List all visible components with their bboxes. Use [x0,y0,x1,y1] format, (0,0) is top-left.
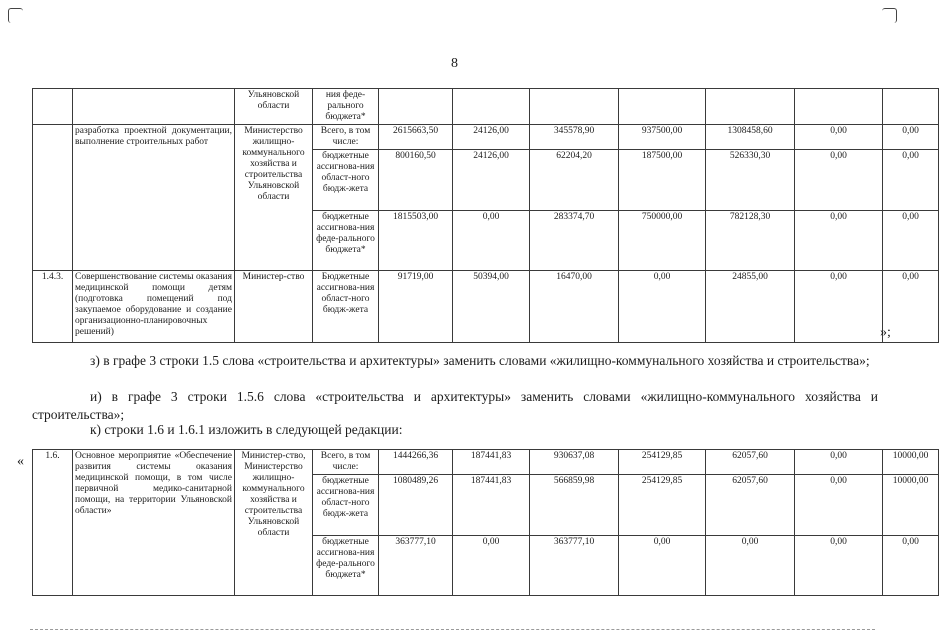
value-cell: 0,00 [795,211,883,271]
closing-quote-mark: »; [880,325,891,340]
budget-table-2 [32,449,939,596]
scan-corner-top-right [882,8,897,23]
value-cell: 62057,60 [706,475,795,536]
value-cell: 91719,00 [379,271,453,343]
row-description [73,89,235,125]
value-cell: 62204,20 [530,150,619,211]
value-cell: 0,00 [453,536,530,596]
value-cell: 363777,10 [530,536,619,596]
row-number [33,89,73,125]
value-cell: 800160,50 [379,150,453,211]
amendment-paragraph-k: к) строки 1.6 и 1.6.1 изложить в следующей редакции: [90,422,403,437]
value-cell: 0,00 [883,211,939,271]
value-cell: 0,00 [706,536,795,596]
row-executor: Ульяновской области [235,89,313,125]
value-cell [379,89,453,125]
amendment-paragraph-z: з) в графе 3 строки 1.5 слова «строительства и архитектуры» заменить словами «жилищно-коммунального хозяйства и строительства»; [90,353,870,368]
row-funding-source: бюджетные ассигнова-ния феде-рального бюджета* [313,536,379,596]
value-cell: 0,00 [883,125,939,150]
value-cell: 345578,90 [530,125,619,150]
value-cell: 0,00 [619,536,706,596]
value-cell: 62057,60 [706,450,795,475]
value-cell: 283374,70 [530,211,619,271]
value-cell: 526330,30 [706,150,795,211]
value-cell: 2615663,50 [379,125,453,150]
value-cell [706,89,795,125]
value-cell: 363777,10 [379,536,453,596]
value-cell: 0,00 [795,150,883,211]
row-executor: Министер-ство [235,271,313,343]
value-cell: 0,00 [795,271,883,343]
value-cell: 50394,00 [453,271,530,343]
value-cell: 930637,08 [530,450,619,475]
page-number: 8 [451,56,458,71]
value-cell: 254129,85 [619,450,706,475]
value-cell: 10000,00 [883,475,939,536]
row-number: 1.6. [33,450,73,596]
row-executor: Министер-ство, Министерство жилищно-коммунального хозяйства и строительства Ульяновской области [235,450,313,596]
value-cell: 0,00 [883,150,939,211]
value-cell: 1444266,36 [379,450,453,475]
opening-quote-mark: « [17,454,24,469]
row-number: 1.4.3. [33,271,73,343]
value-cell: 0,00 [795,450,883,475]
row-funding-source: бюджетные ассигнова-ния област-ного бюдж-жета [313,150,379,211]
row-funding-source: бюджетные ассигнова-ния област-ного бюдж-жета [313,475,379,536]
scan-bottom-edge [30,629,875,630]
value-cell: 24126,00 [453,125,530,150]
value-cell: 0,00 [795,125,883,150]
value-cell: 187500,00 [619,150,706,211]
table-row [33,450,939,475]
value-cell: 16470,00 [530,271,619,343]
value-cell [530,89,619,125]
row-funding-source: Всего, в том числе: [313,450,379,475]
value-cell: 0,00 [883,271,939,343]
budget-table-1 [32,88,939,343]
row-executor: Министерство жилищно-коммунального хозяйства и строительства Ульяновской области [235,125,313,271]
row-funding-source: бюджетные ассигнова-ния феде-рального бюджета* [313,211,379,271]
value-cell: 0,00 [619,271,706,343]
value-cell [453,89,530,125]
value-cell: 187441,83 [453,450,530,475]
row-funding-source: Бюджетные ассигнова-ния област-ного бюдж-жета [313,271,379,343]
value-cell: 750000,00 [619,211,706,271]
table-row [33,271,939,343]
value-cell: 0,00 [795,475,883,536]
table-row [33,125,939,150]
value-cell [795,89,883,125]
value-cell: 0,00 [795,536,883,596]
value-cell: 10000,00 [883,450,939,475]
value-cell: 24855,00 [706,271,795,343]
value-cell: 566859,98 [530,475,619,536]
value-cell [619,89,706,125]
value-cell: 0,00 [883,536,939,596]
row-number [33,125,73,271]
scan-corner-top-left [8,8,23,23]
value-cell: 187441,83 [453,475,530,536]
value-cell: 1815503,00 [379,211,453,271]
value-cell: 0,00 [453,211,530,271]
row-description: Основное мероприятие «Обеспечение развития системы оказания медицинской помощи, в том числе первичной медико-санитарной помощи, на территории Ульяновской области» [73,450,235,596]
amendment-paragraph-i: и) в графе 3 строки 1.5.6 слова «строительства и архитектуры» заменить словами «жилищно-коммунального хозяйства и строительства»; [32,389,878,422]
value-cell: 24126,00 [453,150,530,211]
value-cell: 937500,00 [619,125,706,150]
value-cell: 1308458,60 [706,125,795,150]
row-funding-source: ния феде-ральнoго бюджета* [313,89,379,125]
table-row [33,89,939,125]
value-cell [883,89,939,125]
value-cell: 1080489,26 [379,475,453,536]
row-description: разработка проектной документации, выполнение строительных работ [73,125,235,271]
row-description: Совершенствование системы оказания медицинской помощи детям (подготовка помещений под закупаемое оборудование и создание организационно-планировочных решений) [73,271,235,343]
row-funding-source: Всего, в том числе: [313,125,379,150]
value-cell: 782128,30 [706,211,795,271]
value-cell: 254129,85 [619,475,706,536]
